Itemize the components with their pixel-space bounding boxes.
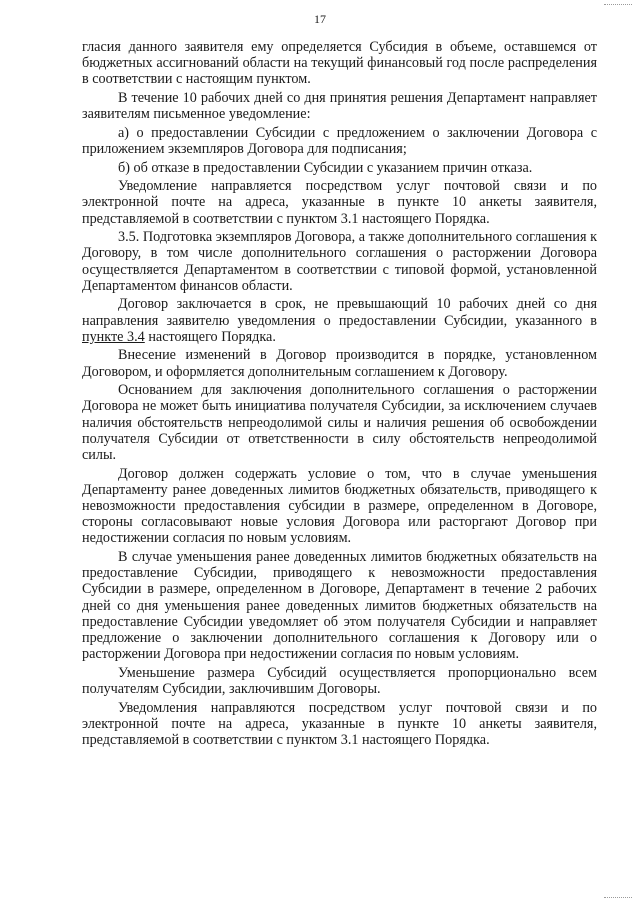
paragraph-contract-term <box>82 296 597 345</box>
paragraph-proportional-reduction: Уменьшение размера Субсидий осуществляется пропорционально всем получателям Субсидии, заключившим Договоры. <box>82 664 597 698</box>
scan-artifact-bottom <box>604 897 632 900</box>
paragraph-item-b: б) об отказе в предоставлении Субсидии с указанием причин отказа. <box>118 159 533 176</box>
paragraph-contract-condition: Договор должен содержать условие о том, что в случае уменьшения Департаменту ранее доведенных лимитов бюджетных обязательств, приводящего к невозможности предоставления субсидии в размере, определенном в Договоре, стороны согласовывают новые условия Договора или расторгают Договор при недостижении согласия по новым условиям. <box>82 465 597 547</box>
scan-artifact-top <box>604 4 632 7</box>
clause-3-4-link[interactable]: пункте 3.4 <box>82 328 145 345</box>
paragraph-item-a: а) о предоставлении Субсидии с предложением о заключении Договора с приложением экземпляров Договора для подписания; <box>82 124 597 157</box>
paragraph-notification-delivery: Уведомление направляется посредством услуг почтовой связи и по электронной почте на адреса, указанные в пункте 10 анкеты заявителя, представляемой в соответствии с пунктом 3.1 настоящего Порядка. <box>82 178 597 227</box>
paragraph-notifications-delivery: Уведомления направляются посредством услуг почтовой связи и по электронной почте на адреса, указанные в пункте 10 анкеты заявителя, представляемой в соответствии с пунктом 3.1 настоящего Порядка. <box>82 699 597 749</box>
paragraph-amendments: Внесение изменений в Договор производится в порядке, установленном Договором, и оформляется дополнительным соглашением к Договору. <box>82 347 597 380</box>
paragraph-contract-term-tail: настоящего Порядка. <box>144 328 276 345</box>
paragraph-contract-term-text: Договор заключается в срок, не превышающий 10 рабочих дней со дня направления заявителю уведомления о предоставлении Субсидии, указанного в <box>82 296 597 329</box>
paragraph-section-3-5: 3.5. Подготовка экземпляров Договора, а также дополнительного соглашения к Договору, в том числе дополнительного соглашения о расторжении Договора осуществляется Департаментом в соответствии с типовой формой, установленной Департаментом финансов области. <box>82 229 597 294</box>
page-number: 17 <box>314 12 326 26</box>
paragraph-limit-reduction: В случае уменьшения ранее доведенных лимитов бюджетных обязательств на предоставление Субсидии, приводящего к невозможности предоставления Субсидии в размере, определенном в Договоре, Департамент в течение 2 рабочих дней со дня уменьшения ранее доведенных лимитов бюджетных обязательств на предоставление Субсидии уведомляет об этом получателя Субсидии и направляет предложение о заключении дополнительного соглашения к Договору или о расторжении Договора при недостижении согласия по новым условиям. <box>82 549 597 663</box>
paragraph-termination-grounds: Основанием для заключения дополнительного соглашения о расторжении Договора не может быть инициатива получателя Субсидии, за исключением случаев наличия обстоятельств непреодолимой силы и наличия решения об освобождении получателя Субсидии от ответственности в силу обстоятельств непреодолимой силы. <box>82 382 597 463</box>
paragraph-notification-term: В течение 10 рабочих дней со дня принятия решения Департамент направляет заявителям письменное уведомление: <box>82 90 597 123</box>
paragraph-continuation: гласия данного заявителя ему определяется Субсидия в объеме, оставшемся от бюджетных ассигнований области на текущий финансовый год после распределения в соответствии с настоящим пунктом. <box>82 39 597 88</box>
document-body <box>82 39 597 751</box>
